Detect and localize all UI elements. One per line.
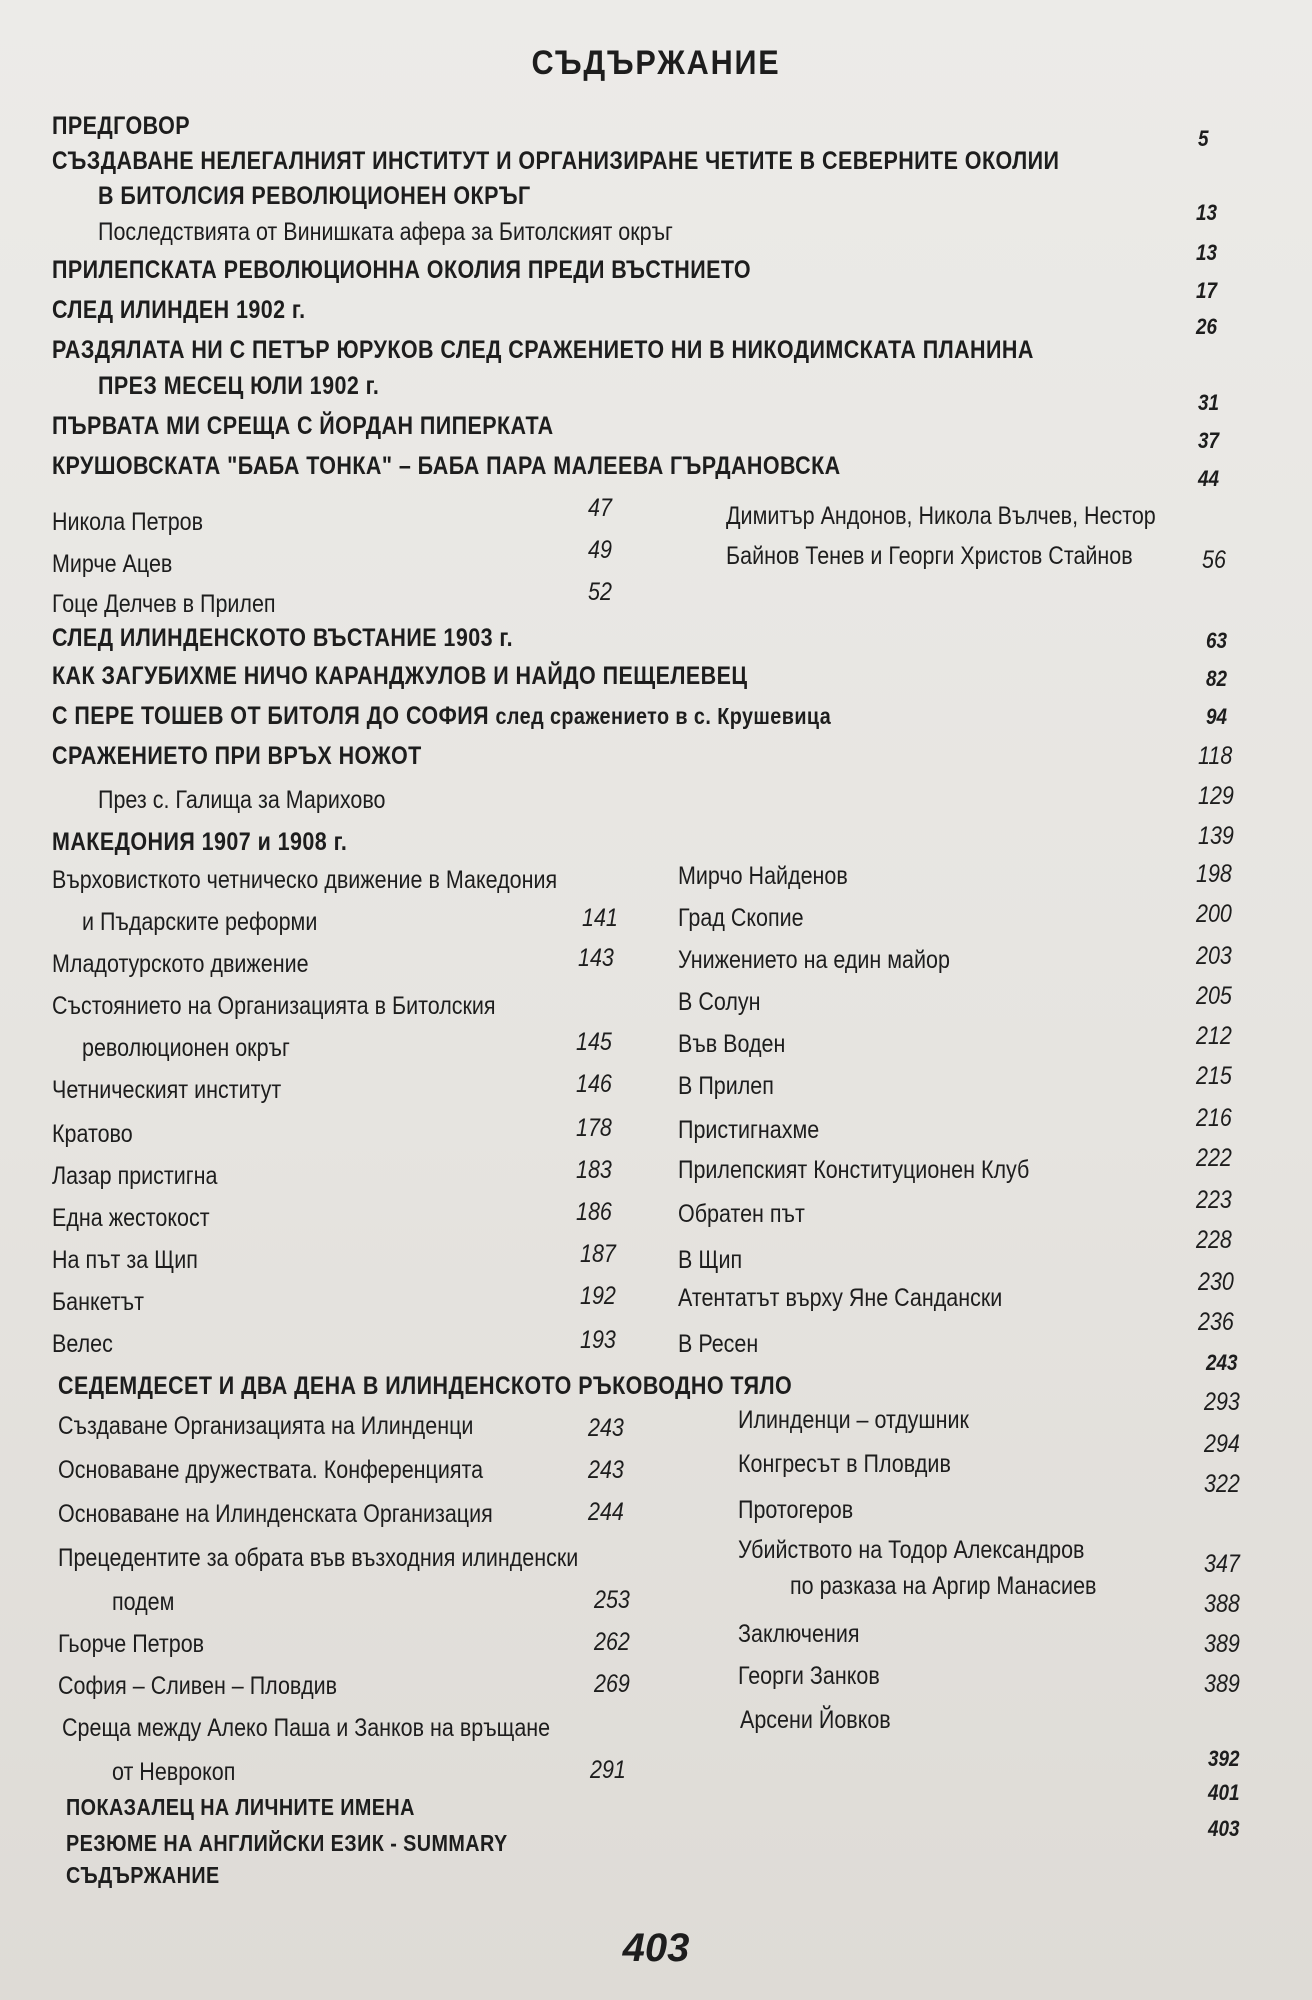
toc-page: 244 — [588, 1498, 624, 1526]
toc-entry-rest: след сражението в с. Крушевица — [495, 703, 832, 729]
toc-page: 145 — [576, 1028, 612, 1056]
toc-subentry: Основаване дружествата. Конференцията — [58, 1456, 484, 1484]
toc-entry: СЛЕД ИЛИНДЕНСКОТО ВЪСТАНИЕ 1903 г. — [52, 624, 514, 652]
toc-subentry: от Неврокоп — [112, 1758, 236, 1786]
toc-page: 52 — [588, 578, 612, 606]
toc-page: 49 — [588, 536, 612, 564]
toc-subentry: Град Скопие — [678, 904, 804, 932]
toc-page: 37 — [1198, 428, 1220, 453]
toc-subentry: Арсени Йовков — [740, 1706, 891, 1734]
toc-subentry: В Прилеп — [678, 1072, 774, 1100]
toc-subentry: Никола Петров — [52, 508, 204, 536]
toc-page: 293 — [1204, 1388, 1240, 1416]
toc-entry: КАК ЗАГУБИХМЕ НИЧО КАРАНДЖУЛОВ И НАЙДО ПЕЩЕЛЕВЕЦ — [52, 662, 748, 690]
toc-page: 186 — [576, 1198, 612, 1226]
toc-page: 143 — [578, 944, 614, 972]
toc-entry: КРУШОВСКАТА "БАБА ТОНКА" – БАБА ПАРА МАЛЕЕВА ГЪРДАНОВСКА — [52, 452, 841, 480]
toc-page: 389 — [1204, 1630, 1240, 1658]
toc-subentry: В Щип — [678, 1246, 743, 1274]
toc-page: 223 — [1196, 1186, 1232, 1214]
toc-page: 222 — [1196, 1144, 1232, 1172]
toc-subentry: Обратен път — [678, 1200, 805, 1228]
toc-subentry: Атентатът върху Яне Сандански — [678, 1284, 1003, 1312]
toc-page: 269 — [594, 1670, 630, 1698]
toc-subentry: Илинденци – отдушник — [738, 1406, 969, 1434]
toc-page: 13 — [1196, 240, 1218, 265]
toc-entry — [52, 702, 831, 731]
toc-subentry: Убийството на Тодор Александров — [738, 1536, 1085, 1564]
toc-page: 228 — [1196, 1226, 1232, 1254]
toc-subentry: Пристигнахме — [678, 1116, 820, 1144]
toc-subentry: Една жестокост — [52, 1204, 210, 1232]
toc-page: 192 — [580, 1282, 616, 1310]
toc-subentry: На път за Щип — [52, 1246, 198, 1274]
toc-page: 31 — [1198, 390, 1220, 415]
toc-entry: СРАЖЕНИЕТО ПРИ ВРЪХ НОЖОТ — [52, 742, 422, 770]
toc-subentry: Прилепският Конституционен Клуб — [678, 1156, 1030, 1184]
toc-subentry: и Пъдарските реформи — [82, 908, 318, 936]
toc-subentry: Унижението на един майор — [678, 946, 950, 974]
toc-subentry: Заключения — [738, 1620, 860, 1648]
toc-page: 253 — [594, 1586, 630, 1614]
toc-page: 401 — [1208, 1780, 1240, 1805]
toc-subentry: Четническият институт — [52, 1076, 282, 1104]
toc-page: 388 — [1204, 1590, 1240, 1618]
toc-subentry: Протогеров — [738, 1496, 854, 1524]
toc-page: 291 — [590, 1756, 626, 1784]
toc-entry: СЪЗДАВАНЕ НЕЛЕГАЛНИЯТ ИНСТИТУТ И ОРГАНИЗИРАНЕ ЧЕТИТЕ В СЕВЕРНИТЕ ОКОЛИИ — [52, 147, 1060, 175]
toc-subentry: Велес — [52, 1330, 113, 1358]
toc-subentry: подем — [112, 1588, 175, 1616]
toc-page: 17 — [1196, 278, 1218, 303]
toc-page: 216 — [1196, 1104, 1232, 1132]
toc-page: 5 — [1198, 126, 1209, 151]
toc-page: 322 — [1204, 1470, 1240, 1498]
toc-page: 141 — [582, 904, 618, 932]
page-title: СЪДЪРЖАНИЕ — [531, 44, 781, 82]
toc-subentry: Във Воден — [678, 1030, 786, 1058]
toc-subentry: революционен окръг — [82, 1034, 290, 1062]
toc-page: 389 — [1204, 1670, 1240, 1698]
toc-page: 44 — [1198, 466, 1220, 491]
toc-subentry: Мирче Ацев — [52, 550, 173, 578]
toc-subentry: Младотурското движение — [52, 950, 309, 978]
toc-page: 82 — [1206, 666, 1228, 691]
toc-entry: СЪДЪРЖАНИЕ — [66, 1862, 220, 1888]
toc-page: 56 — [1202, 546, 1226, 574]
toc-page: 193 — [580, 1326, 616, 1354]
toc-subentry: Основаване на Илинденската Организация — [58, 1500, 493, 1528]
toc-subentry: Банкетът — [52, 1288, 144, 1316]
toc-page: 205 — [1196, 982, 1232, 1010]
toc-subentry: Гьорче Петров — [58, 1630, 205, 1658]
toc-subentry: Среща между Алеко Паша и Занков на връщане — [62, 1714, 551, 1742]
toc-page: 215 — [1196, 1062, 1232, 1090]
toc-subentry: по разказа на Аргир Манасиев — [790, 1572, 1097, 1600]
toc-entry: МАКЕДОНИЯ 1907 и 1908 г. — [52, 828, 348, 856]
toc-entry: ПРИЛЕПСКАТА РЕВОЛЮЦИОННА ОКОЛИЯ ПРЕДИ ВЪСТНИЕТО — [52, 256, 752, 284]
toc-subentry: Върховисткото четническо движение в Македония — [52, 866, 558, 894]
toc-entry: СЕДЕМДЕСЕТ И ДВА ДЕНА В ИЛИНДЕНСКОТО РЪКОВОДНО ТЯЛО — [58, 1372, 793, 1400]
toc-page: 243 — [1206, 1350, 1238, 1375]
toc-page: 236 — [1198, 1308, 1234, 1336]
toc-subentry: Мирчо Найденов — [678, 862, 848, 890]
toc-subentry: Конгресът в Пловдив — [738, 1450, 951, 1478]
toc-subentry: София – Сливен – Пловдив — [58, 1672, 338, 1700]
toc-page: 94 — [1206, 704, 1228, 729]
toc-entry: РЕЗЮМЕ НА АНГЛИЙСКИ ЕЗИК - SUMMARY — [66, 1830, 508, 1856]
toc-entry: ПЪРВАТА МИ СРЕЩА С ЙОРДАН ПИПЕРКАТА — [52, 412, 554, 440]
toc-subentry: Прецедентите за обрата във възходния илинденски — [58, 1544, 579, 1572]
toc-page: 262 — [594, 1628, 630, 1656]
toc-page: 200 — [1196, 900, 1232, 928]
toc-page: 178 — [576, 1114, 612, 1142]
toc-subentry: Георги Занков — [738, 1662, 880, 1690]
toc-subentry: Кратово — [52, 1120, 133, 1148]
toc-subentry: В Ресен — [678, 1330, 759, 1358]
toc-subentry: В Солун — [678, 988, 761, 1016]
toc-subentry: Създаване Организацията на Илинденци — [58, 1412, 474, 1440]
toc-page: 243 — [588, 1456, 624, 1484]
toc-page: 187 — [580, 1240, 616, 1268]
toc-page: 198 — [1196, 860, 1232, 888]
toc-subentry: Димитър Андонов, Никола Вълчев, Нестор — [726, 502, 1156, 530]
toc-page: 26 — [1196, 314, 1218, 339]
toc-page: 118 — [1198, 742, 1233, 770]
toc-page: 129 — [1198, 782, 1234, 810]
toc-entry-cont: В БИТОЛСИЯ РЕВОЛЮЦИОНЕН ОКРЪГ — [98, 182, 531, 210]
toc-entry-cont: ПРЕЗ МЕСЕЦ ЮЛИ 1902 г. — [98, 372, 380, 400]
toc-entry-caps: С ПЕРЕ ТОШЕВ ОТ БИТОЛЯ ДО СОФИЯ — [52, 702, 490, 730]
toc-entry-predgovor: ПРЕДГОВОР — [52, 112, 191, 140]
toc-page: 13 — [1196, 200, 1218, 225]
toc-page: 139 — [1198, 822, 1234, 850]
toc-entry: РАЗДЯЛАТА НИ С ПЕТЪР ЮРУКОВ СЛЕД СРАЖЕНИЕТО НИ В НИКОДИМСКАТА ПЛАНИНА — [52, 336, 1034, 364]
toc-page: 146 — [576, 1070, 612, 1098]
toc-page: 183 — [576, 1156, 612, 1184]
toc-subentry: Гоце Делчев в Прилеп — [52, 590, 276, 618]
toc-page: 294 — [1204, 1430, 1240, 1458]
toc-page: 392 — [1208, 1746, 1240, 1771]
toc-entry: СЛЕД ИЛИНДЕН 1902 г. — [52, 296, 306, 324]
toc-page: 347 — [1204, 1550, 1240, 1578]
toc-page: 212 — [1196, 1022, 1232, 1050]
page-number: 403 — [622, 1926, 690, 1970]
toc-entry: ПОКАЗАЛЕЦ НА ЛИЧНИТЕ ИМЕНА — [66, 1794, 415, 1820]
toc-page: 47 — [588, 494, 612, 522]
toc-subentry: Последствията от Винишката афера за Битолският окръг — [98, 218, 673, 246]
toc-page: 230 — [1198, 1268, 1234, 1296]
toc-subentry: През с. Галища за Марихово — [98, 786, 386, 814]
toc-subentry: Лазар пристигна — [52, 1162, 218, 1190]
toc-page: 203 — [1196, 942, 1232, 970]
toc-page: 63 — [1206, 628, 1228, 653]
toc-subentry: Състоянието на Организацията в Битолския — [52, 992, 496, 1020]
toc-subentry: Байнов Тенев и Георги Христов Стайнов — [726, 542, 1133, 570]
toc-page: 243 — [588, 1414, 624, 1442]
toc-page: 403 — [1208, 1816, 1240, 1841]
